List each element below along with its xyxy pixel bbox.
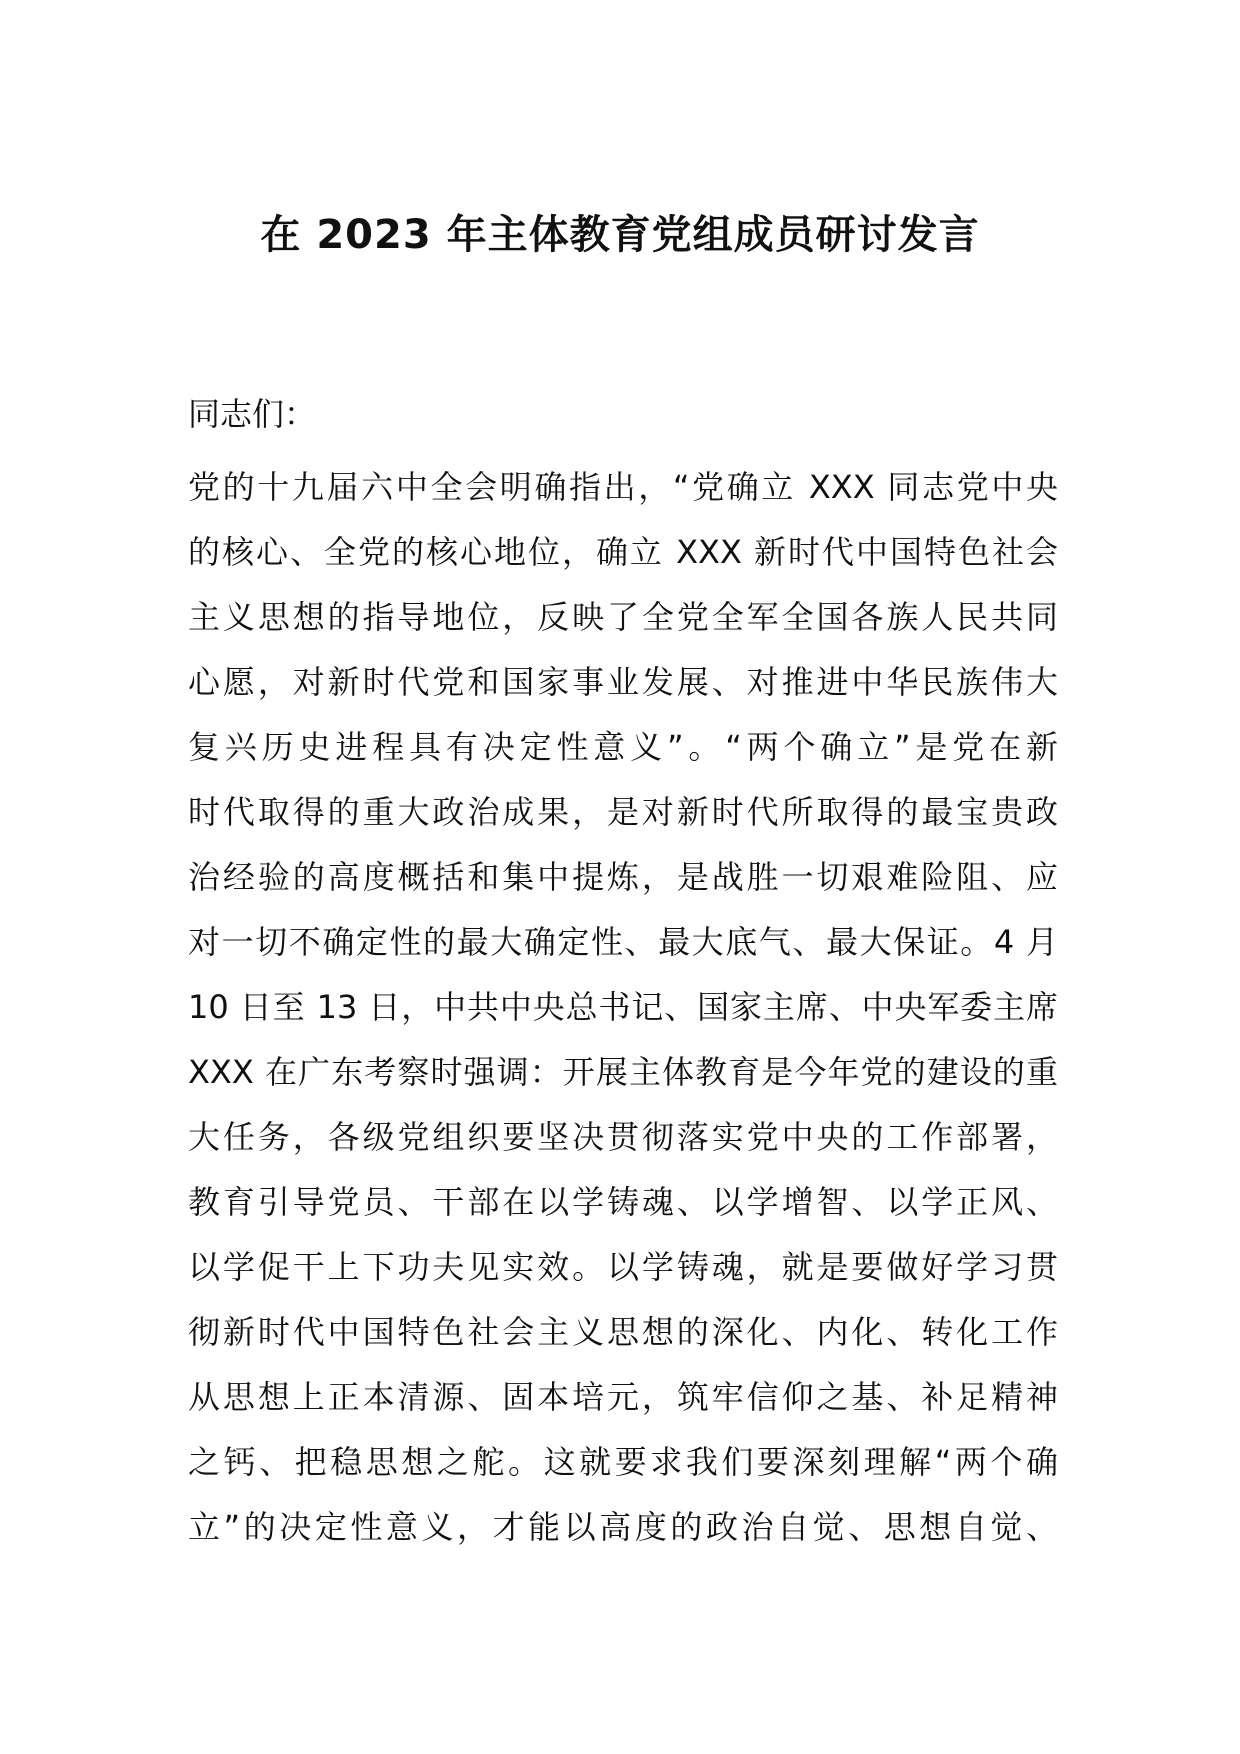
paragraph-line: 的核心、全党的核心地位，确立 XXX 新时代中国特色社会 [188, 533, 1058, 571]
paragraph-line: 党的十九届六中全会明确指出，“党确立 XXX 同志党中央 [188, 468, 1058, 506]
paragraph-line: 从思想上正本清源、固本培元，筑牢信仰之基、补足精神 [188, 1378, 1058, 1416]
paragraph-line: 大任务，各级党组织要坚决贯彻落实党中央的工作部署， [188, 1118, 1058, 1156]
paragraph-line: XXX 在广东考察时强调：开展主体教育是今年党的建设的重 [188, 1053, 1058, 1091]
paragraph-line: 之钙、把稳思想之舵。这就要求我们要深刻理解“两个确 [188, 1443, 1058, 1481]
paragraph-line: 10 日至 13 日，中共中央总书记、国家主席、中央军委主席 [188, 988, 1058, 1026]
document-title: 在 2023 年主体教育党组成员研讨发言 [260, 212, 980, 258]
salutation: 同志们： [188, 395, 317, 433]
paragraph-line: 复兴历史进程具有决定性意义”。“两个确立”是党在新 [188, 728, 1058, 766]
paragraph-line: 对一切不确定性的最大确定性、最大底气、最大保证。4 月 [188, 923, 1058, 961]
paragraph-line: 心愿，对新时代党和国家事业发展、对推进中华民族伟大 [188, 663, 1058, 701]
paragraph-line: 主义思想的指导地位，反映了全党全军全国各族人民共同 [188, 598, 1058, 636]
paragraph-line: 立”的决定性意义，才能以高度的政治自觉、思想自觉、 [188, 1508, 1058, 1546]
paragraph-line: 以学促干上下功夫见实效。以学铸魂，就是要做好学习贯 [188, 1248, 1058, 1286]
paragraph-line: 治经验的高度概括和集中提炼，是战胜一切艰难险阻、应 [188, 858, 1058, 896]
paragraph-line: 时代取得的重大政治成果，是对新时代所取得的最宝贵政 [188, 793, 1058, 831]
paragraph-line: 彻新时代中国特色社会主义思想的深化、内化、转化工作 [188, 1313, 1058, 1351]
body-paragraph [188, 455, 1058, 1560]
paragraph-line: 教育引导党员、干部在以学铸魂、以学增智、以学正风、 [188, 1183, 1058, 1221]
